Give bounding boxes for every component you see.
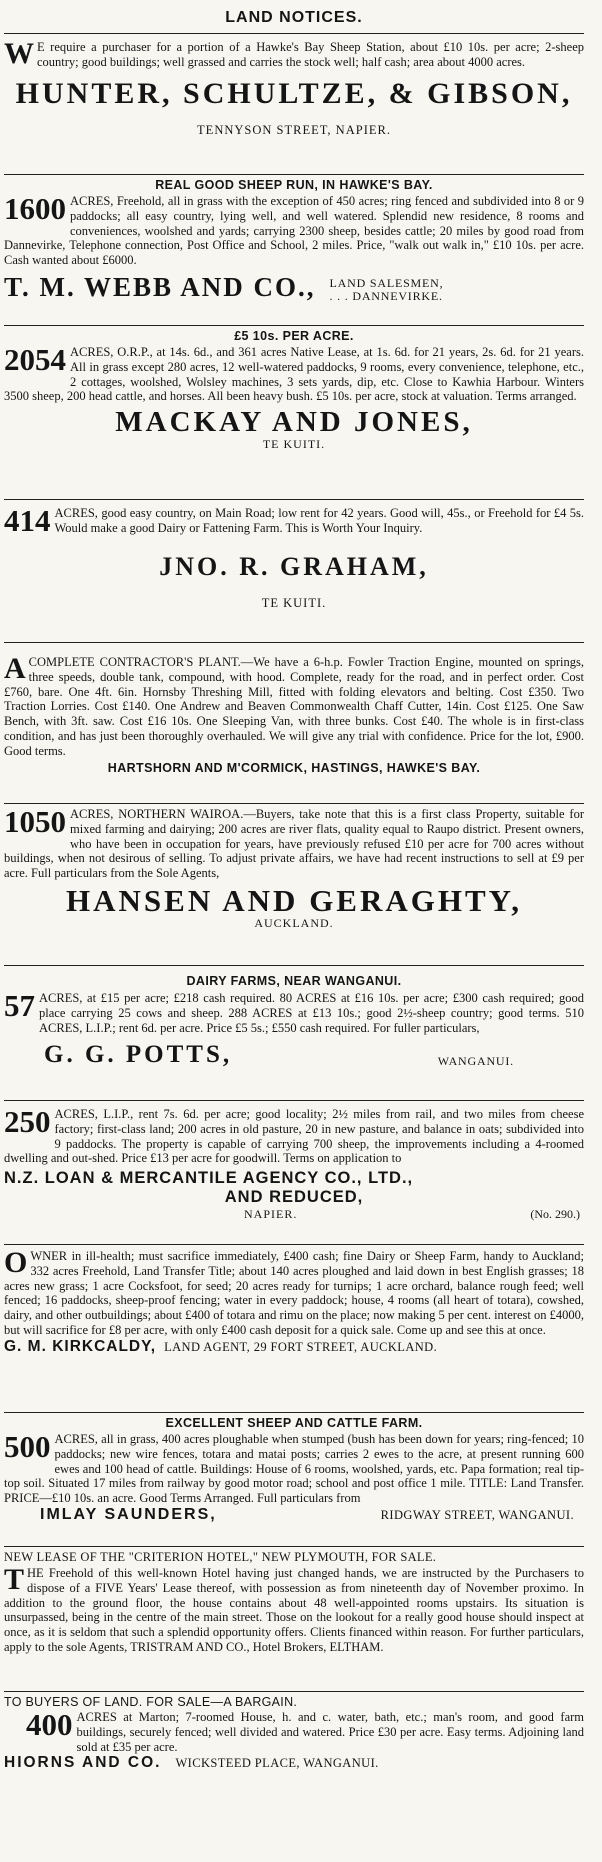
reference-number: (No. 290.) [530,1207,580,1222]
ad-body [4,1707,584,1754]
ad-body [4,652,584,759]
ad-text: E require a purchaser for a portion of a Hawke's Bay Sheep Station, about £10 10s. per acre; 2-sheep country; good buildings; well grassed and carries the stock well; half cash; area about 4000 acres. [37,40,584,69]
firm-address: WICKSTEED PLACE, WANGANUI. [175,1756,379,1771]
ad-text: ACRES at Marton; 7-roomed House, h. and c. water, bath, etc.; man's room, and good farm buildings, securely fenced; well divided and watered. Price £30 per acre. Easy terms. Adjoining land sold at £35 per acre. [76,1710,584,1754]
role-line: LAND SALESMEN, [329,275,444,290]
ad-body [4,191,584,268]
ad-heading: TO BUYERS OF LAND. FOR SALE—A BARGAIN. [4,1695,298,1709]
acreage-number: 250 [4,1104,51,1139]
firm-name: IMLAY SAUNDERS, [40,1505,217,1523]
ad-text: ACRES, all in grass, 400 acres ploughable when stumped (bush has been down for years; ring-fenced; 10 paddocks; new wire fences, totara and matai posts; carries 2 ewes to the acre, at present running 600 ewes and 100 head of cattle. Buildings: House of 6 rooms, woolshed, yards, etc. Papa formation; real tip-top soil. Situated 17 miles from railway by good motor road; school and post office 1 mile. TITLE: Land Transfer. PRICE—£10 10s. an acre. Good Terms Arranged. Full particulars from [4,1432,584,1506]
ad-body [4,804,584,881]
acreage-number: 400 [26,1707,73,1742]
ad-heading: REAL GOOD SHEEP RUN, IN HAWKE'S BAY. [155,178,433,192]
ad-body [4,988,584,1035]
ad-text: WNER in ill-health; must sacrifice immediately, £400 cash; fine Dairy or Sheep Farm, handy to Auckland; 332 acres Freehold, Land Transfer Title; about 140 acres ploughed and laid down in best English grasses; 18 acres new grass; 1 acre Cocksfoot, for seed; 20 acres ready for turnips; 1 acre orchard, balance rough feed; well fenced; 16 paddocks, sheep-proof fencing; water in every paddock; house, 4 rooms (all heart of totara), cowshed, dairy, and other outbuildings; about £400 of totara and rimu on the place; now making 5 per cent. interest on £4000, but will sacrifice for £8 per acre, with only £400 cash deposit for a quick sale. Come up and see this at once. [4,1249,584,1337]
firm-line [4,1207,584,1222]
firm-address: TENNYSON STREET, NAPIER. [197,122,391,137]
ad-heading: DAIRY FARMS, NEAR WANGANUI. [186,974,402,988]
acreage-number: 1050 [4,804,66,839]
firm-address: LAND AGENT, 29 FORT STREET, AUCKLAND. [164,1339,438,1354]
firm-line [4,272,584,303]
firm-name: HIORNS AND CO. [4,1754,162,1772]
acreage-number: 414 [4,503,51,538]
drop-cap: O [4,1246,28,1279]
ad-graham [4,500,584,642]
acreage-number: 1600 [4,191,66,226]
ad-hunter-schultze-gibson [4,34,584,174]
page-title: LAND NOTICES. [225,9,363,26]
role-line: . . . DANNEVIRKE. [329,288,443,303]
ad-text: ACRES, Freehold, all in grass with the exception of 450 acres; ring fenced and subdivided into 8 or 9 paddocks; all easy country, lying well, and well watered. Splendid new residence, 8 rooms and conveniences, woolshed and yards; carrying 2300 sheep, besides cattle; 20 miles by good road from Dannevirke, Telephone connection, Post Office and School, 2 miles. Price, "walk out walk in," £10 10s. per acre. Cash wanted about £6000. [4,194,584,268]
firm-name: G. G. POTTS, [44,1041,233,1069]
ad-text: ACRES, O.R.P., at 14s. 6d., and 361 acres Native Lease, at 1s. 6d. for 21 years, 2s. 6d. for 21 years. All in grass except 280 acres, 12 well-watered paddocks, 9 rooms, every convenience, telephone, etc., 2 cottages, woolshed, Wolsley machines, 3 sets yards, dip, etc. Close to Kawhia Harbour. Winters 3500 sheep, 200 head cattle, and horses. All been heavy bush. £5 10s. per acre, stock at valuation. Terms arranged. [4,345,584,404]
newspaper-page [4,0,584,1862]
acreage-number: 57 [4,988,35,1023]
ad-criterion-hotel [4,1547,584,1691]
ad-webb [4,175,584,325]
ad-mackay-jones [4,326,584,499]
ad-heading: EXCELLENT SHEEP AND CATTLE FARM. [165,1416,423,1430]
ad-text: ACRES, NORTHERN WAIROA.—Buyers, take note that this is a first class Property, suitable for mixed farming and dairying; 200 acres are river flats, quality equal to Raupo district. Present owners, who have been in occupation for years, have previously refused £10 per acre for 700 acres without buildings, when not desirous of selling. To adjust private affairs, we have had recent instructions to sell at £9 per acre. Full particulars from the Sole Agents, [4,807,584,881]
ad-body [4,37,584,70]
firm-name-2: AND REDUCED, [224,1188,364,1207]
ad-heading: £5 10s. PER ACRE. [234,329,354,343]
acreage-number: 2054 [4,342,66,377]
ad-text: HE Freehold of this well-known Hotel having just changed hands, we are instructed by the Purchasers to dispose of a FIVE Years' Lease thereof, with possession as from nineteenth day of November proximo. In addition to the ground floor, the house contains about 48 well-appointed rooms upstairs. Its situation is unsurpassed, being in the centre of the main street. Those on the lookout for a really good house should inspect at once, as it is seldom that such a splendid opportunity offers. Clients financed within reason. For further particulars, apply to the sole Agents, TRISTRAM AND CO., Hotel Brokers, ELTHAM. [4,1566,584,1654]
firm-role [330,277,444,303]
firm-name: HUNTER, SCHULTZE, & GIBSON, [15,76,573,110]
firm-name: HANSEN AND GERAGHTY, [66,882,522,918]
ad-text: ACRES, good easy country, on Main Road; low rent for 42 years. Good will, 45s., or Freehold for £4 5s. Would make a good Dairy or Fattening Farm. This is Worth Your Inquiry. [54,506,584,535]
ad-hartshorn-mccormick [4,643,584,803]
firm-name: N.Z. LOAN & MERCANTILE AGENCY CO., LTD., [4,1169,414,1188]
firm-place: AUCKLAND. [254,915,334,930]
firm-place: NAPIER. [244,1207,298,1222]
firm-address: RIDGWAY STREET, WANGANUI. [380,1507,574,1522]
ad-body [4,503,584,538]
firm-line [4,1041,584,1069]
firm-line [4,1338,584,1356]
firm-place: WANGANUI. [437,1054,514,1069]
drop-cap: A [4,652,26,685]
firm-place: TE KUITI. [262,437,326,452]
ad-heading: NEW LEASE OF THE "CRITERION HOTEL," NEW PLYMOUTH, FOR SALE. [4,1550,437,1564]
ad-body [4,1563,584,1655]
firm-name: MACKAY AND JONES, [115,406,473,439]
ad-hansen-geraghty [4,804,584,965]
ad-imlay-saunders [4,1413,584,1546]
firm-name: HARTSHORN AND M'CORMICK, HASTINGS, HAWKE'S BAY. [107,760,481,775]
ad-body [4,1104,584,1166]
firm-place: TE KUITI. [261,596,327,610]
ad-body [4,1246,584,1338]
drop-cap: W [4,37,34,70]
ad-nz-loan [4,1101,584,1244]
ad-text: ACRES, at £15 per acre; £218 cash required. 80 ACRES at £16 10s. per acre; £300 cash required; good place carrying 25 cows and sheep. 288 ACRES at £13 10s.; good 2½-sheep country; good terms. 510 ACRES, L.I.P.; rent 6d. per acre. Price £5 5s.; £550 cash required. For fuller particulars, [39,991,584,1035]
ad-hiorns [4,1692,584,1783]
drop-cap: T [4,1563,25,1596]
firm-name: T. M. WEBB AND CO., [4,271,316,302]
ad-kirkcaldy [4,1245,584,1412]
ad-body [4,1429,584,1506]
firm-line [4,1754,584,1772]
firm-line [4,1506,584,1524]
ad-text: ACRES, L.I.P., rent 7s. 6d. per acre; good locality; 2½ miles from rail, and two miles from cheese factory; first-class land; 200 acres in old pasture, 20 in new pasture, and balance in oats; subdivided into 9 paddocks. The property is capable of carrying 700 sheep, the improvements including a 4-roomed dwelling and out-shed. Price £13 per acre for goodwill. Terms on application to [4,1107,584,1166]
ad-text: COMPLETE CONTRACTOR'S PLANT.—We have a 6-h.p. Fowler Traction Engine, mounted on springs, three speeds, double tank, compound, with hood. Complete, ready for the road, and in perfect order. Cost £760, bare. One 4ft. 6in. Hornsby Threshing Mill, fitted with folding elevators and belting. Cost £350. Two Traction Lorries. Cost £140. One Andrew and Beaven Commonwealth Chaff Cutter, 14in. Cost £125. One Saw Bench, with 3ft. saw. Cost £16 10s. One Sleeping Van, with three bunks. Cost £40. The whole is in first-class condition, and has just been thoroughly overhauled. We will give any trial with confidence. Price for the lot, £900. Good terms. [4,655,584,758]
ad-body [4,342,584,404]
acreage-number: 500 [4,1429,51,1464]
ad-potts [4,966,584,1100]
firm-name: JNO. R. GRAHAM, [159,552,429,581]
firm-name: G. M. KIRKCALDY, [4,1337,157,1355]
